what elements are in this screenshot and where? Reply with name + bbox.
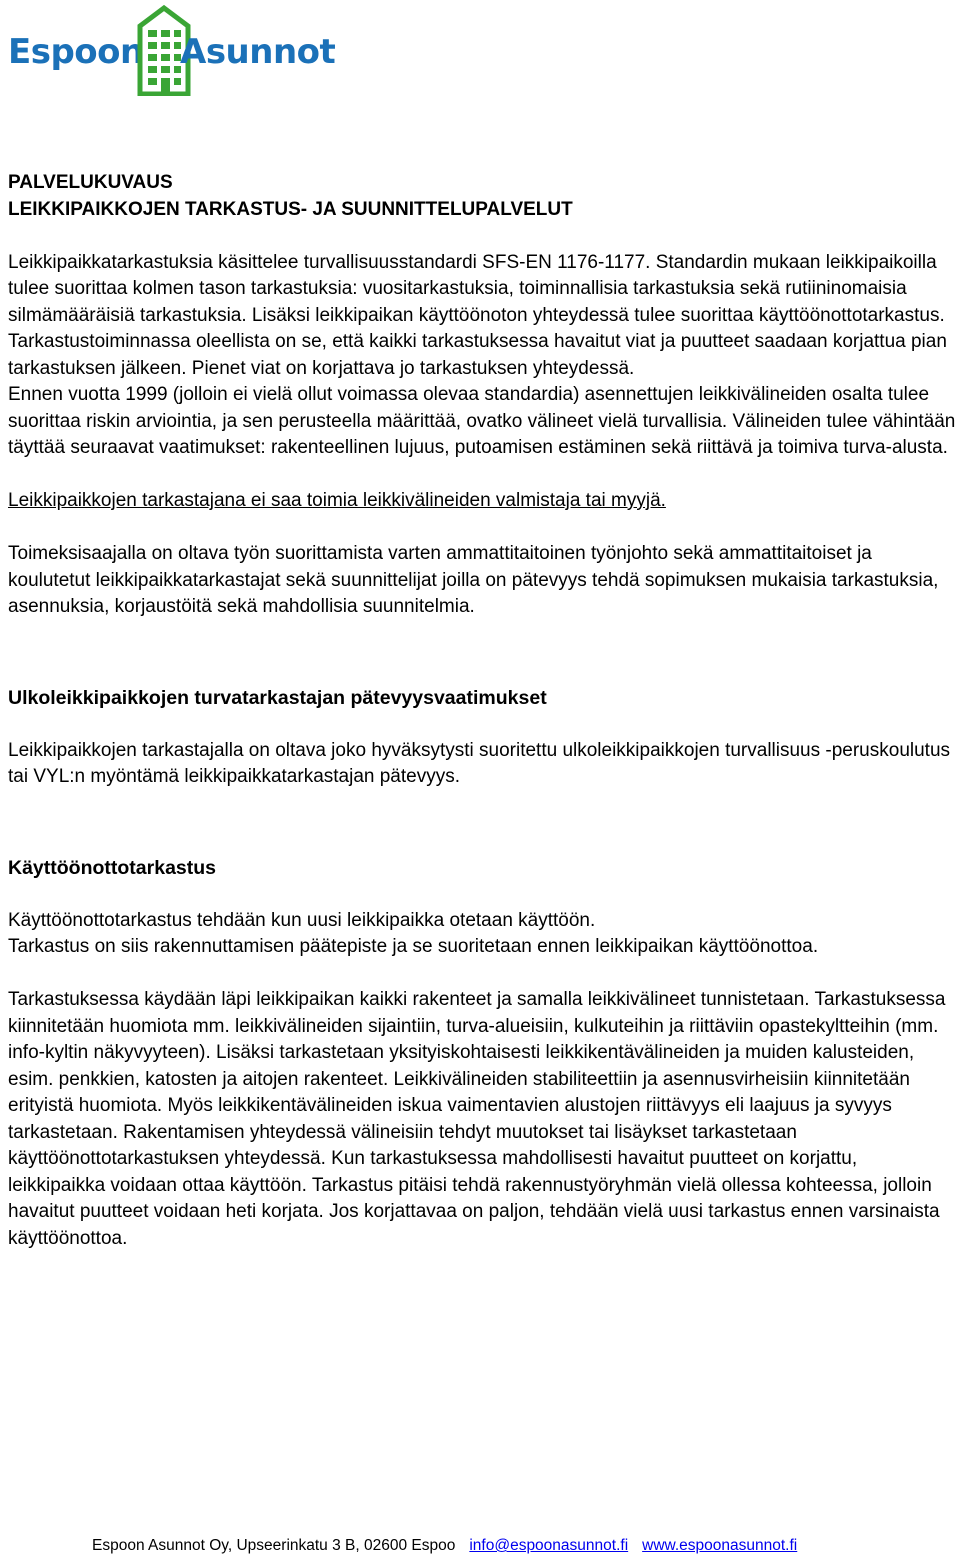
intro-paragraph-4: Toimeksisaajalla on oltava työn suorittamista varten ammattitaitoinen työnjohto sekä ammattitaitoiset ja koulutetut leikkipaikkatarkastajat sekä suunnittelijat joilla on pätevyys tehdä sopimuksen mukaisia tarkastuksia, asennuksia, korjaustöitä sekä mahdollisia suunnitelmia. xyxy=(8,543,939,617)
logo-word-espoon: Espoon xyxy=(8,32,144,72)
intro-paragraph-2: Tarkastustoiminnassa oleellista on se, että kaikki tarkastuksessa havaitut viat ja puutteet saadaan korjattua pian tarkastuksen jälkeen. Pienet viat on korjattava jo tarkastuksen yhteydessä. xyxy=(8,331,947,379)
commissioning-paragraph-1: Käyttöönottotarkastus tehdään kun uusi leikkipaikka otetaan käyttöön. xyxy=(8,909,596,931)
page-footer xyxy=(92,1536,797,1556)
footer-website-link[interactable]: www.espoonasunnot.fi xyxy=(642,1537,798,1554)
commissioning-paragraph-3: Tarkastuksessa käydään läpi leikkipaikan kaikki rakenteet ja samalla leikkivälineet tunnistetaan. Tarkastuksessa kiinnitetään huomiota mm. leikkivälineiden sijaintiin, turva-alueisiin, kulkuteihin ja riittäviin opastekyltteihin (mm. info-kyltin näkyvyyteen). Lisäksi tarkastetaan yksityiskohtaisesti leikkikentävälineiden ja muiden kalusteiden, esim. penkkien, katosten ja aitojen rakenteet. Leikkivälineiden stabiliteettiin ja asennusvirheisiin kiinnitetään erityistä huomiota. Myös leikkikentävälineiden iskua vaimentavien alustojen riittävyys eli laajuus ja syvyys tarkastetaan. Rakentamisen yhteydessä välineisiin tehdyt muutokset tai lisäykset tarkastetaan käyttöönottotarkastuksen yhteydessä. Kun tarkastuksessa mahdollisesti havaitut puutteet on korjattu, leikkipaikka voidaan ottaa käyttöön. Tarkastus pitäisi tehdä rakennustyöryhmän vielä ollessa kohteessa, jolloin havaitut puutteet voidaan heti korjata. Jos korjattavaa on paljon, tehdään vielä uusi tarkastus ennen varsinaista käyttöönottoa. xyxy=(8,989,946,1249)
footer-company-address: Espoon Asunnot Oy, Upseerinkatu 3 B, 02600 Espoo xyxy=(92,1537,456,1554)
section-heading-commissioning: Käyttöönottotarkastus xyxy=(8,856,217,879)
company-logo xyxy=(8,4,336,96)
document-body xyxy=(8,170,958,1252)
intro-paragraph-3: Ennen vuotta 1999 (jolloin ei vielä ollut voimassa olevaa standardia) asennettujen leikkivälineiden osalta tulee suorittaa riskin arviointia, ja sen perusteella määrittää, ovatko välineet vielä turvallisia. Välineiden tulee vähintään täyttää seuraavat vaatimukset: rakenteellinen lujuus, putoamisen estäminen sekä riittävä ja toimiva turva-alusta. xyxy=(8,384,956,458)
logo-word-asunnot: Asunnot xyxy=(180,32,336,72)
section-heading-qualifications: Ulkoleikkipaikkojen turvatarkastajan pätevyysvaatimukset xyxy=(8,686,547,709)
commissioning-paragraph-2: Tarkastus on siis rakennuttamisen päätepiste ja se suoritetaan ennen leikkipaikan käyttöönottoa. xyxy=(8,936,819,957)
underlined-notice: Leikkipaikkojen tarkastajana ei saa toimia leikkivälineiden valmistaja tai myyjä. xyxy=(8,490,666,511)
qualifications-paragraph: Leikkipaikkojen tarkastajalla on oltava joko hyväksytysti suoritettu ulkoleikkipaikkojen turvallisuus -peruskoulutus tai VYL:n myöntämä leikkipaikkatarkastajan pätevyys. xyxy=(8,739,951,787)
document-title-line-1: PALVELUKUVAUS xyxy=(8,172,173,193)
intro-paragraph-1: Leikkipaikkatarkastuksia käsittelee turvallisuusstandardi SFS-EN 1176-1177. Standardin mukaan leikkipaikoilla tulee suorittaa kolmen tason tarkastuksia: vuositarkastuksia, toiminnallisia tarkastuksia sekä rutiininomaisia silmämääräisiä tarkastuksia. Lisäksi leikkipaikan käyttöönoton yhteydessä tulee suorittaa käyttöönottotarkastus. xyxy=(8,251,945,326)
footer-email-link[interactable]: info@espoonasunnot.fi xyxy=(469,1537,629,1554)
document-title-line-2: LEIKKIPAIKKOJEN TARKASTUS- JA SUUNNITTELUPALVELUT xyxy=(8,198,573,220)
